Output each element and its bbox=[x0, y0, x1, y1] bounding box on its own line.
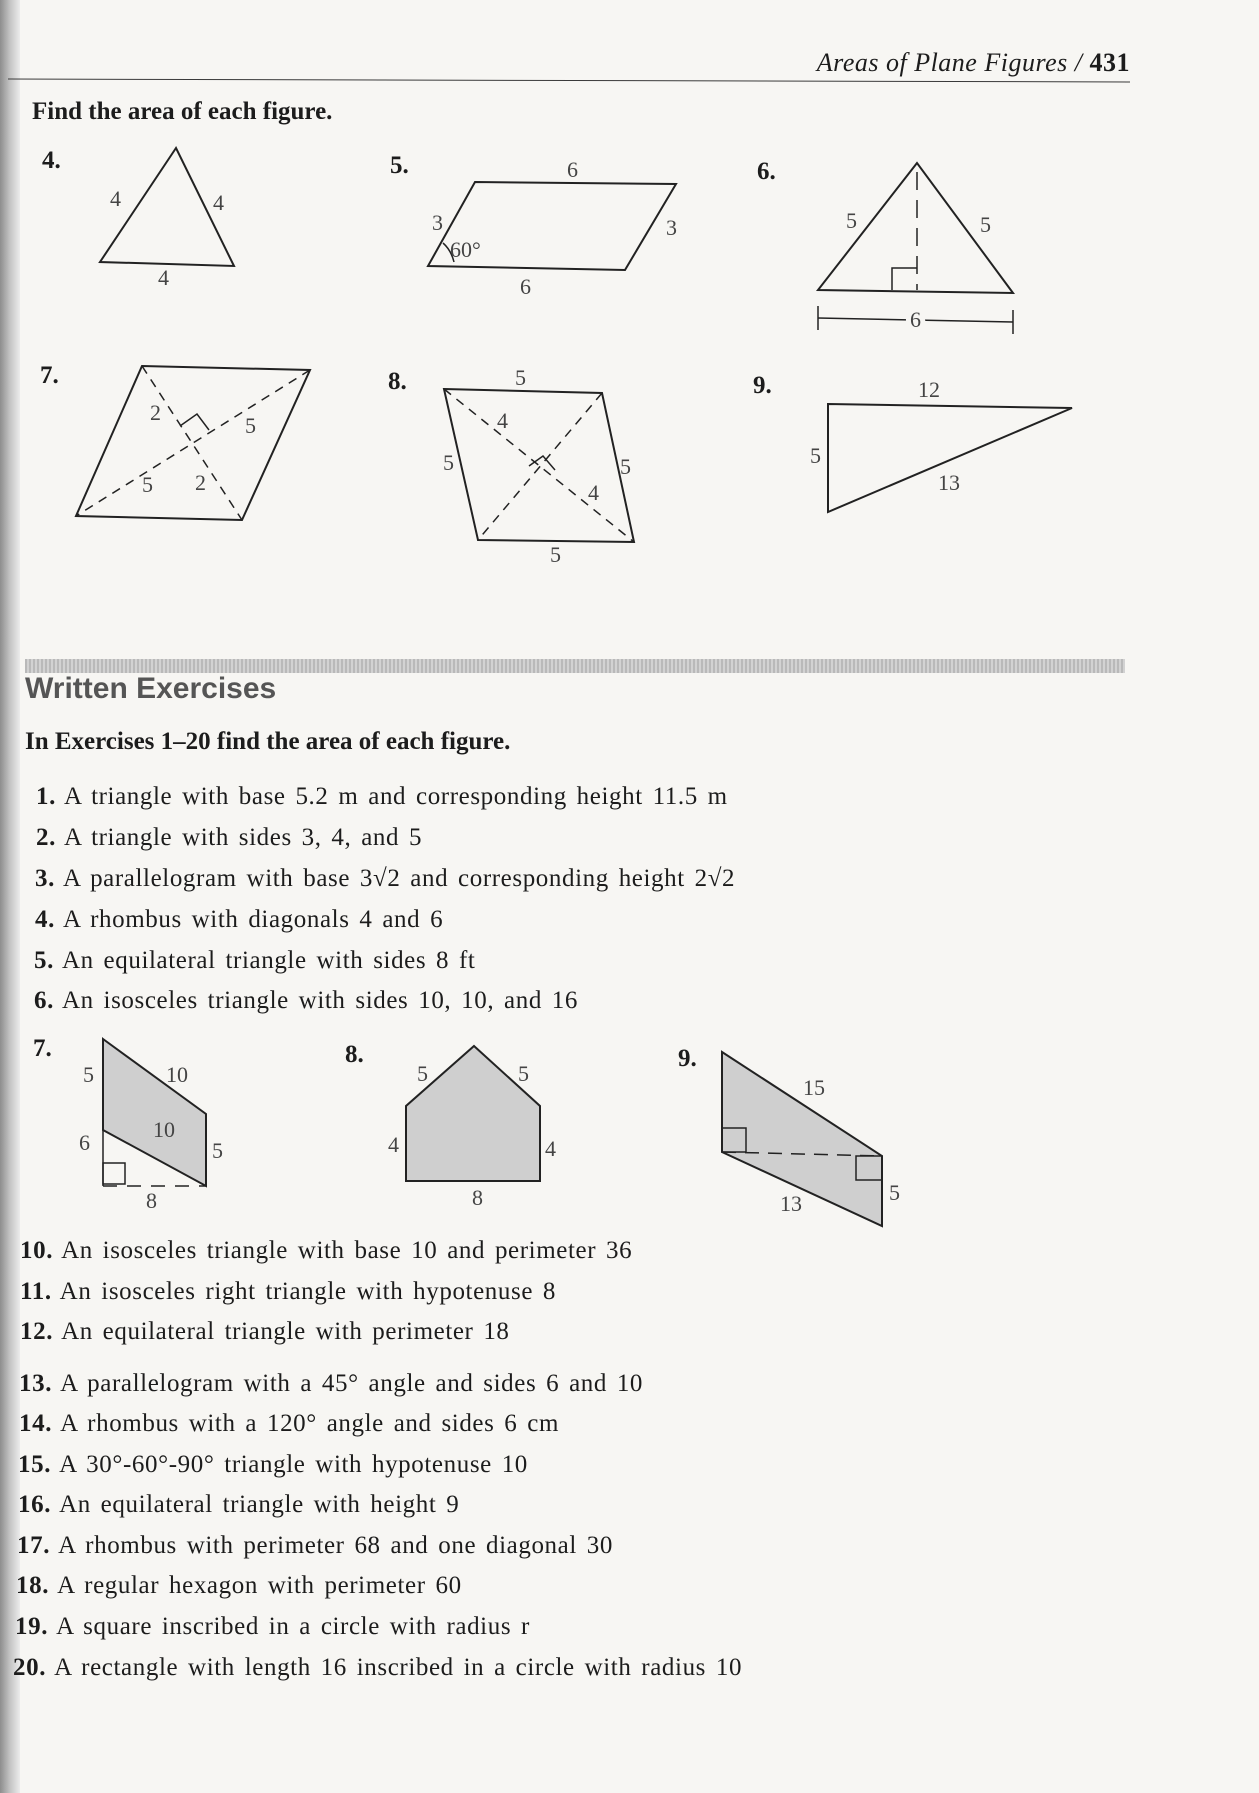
figure-label: 5 bbox=[212, 1138, 223, 1163]
figure-label: 2 bbox=[195, 470, 206, 495]
figure-label: 60° bbox=[450, 237, 481, 262]
class-figure-number: 9. bbox=[753, 372, 772, 399]
figure-label: 4 bbox=[388, 1132, 399, 1157]
section-title: Written Exercises bbox=[25, 672, 277, 705]
figure-label: 6 bbox=[79, 1130, 90, 1155]
figure-label: 5 bbox=[443, 450, 454, 475]
figure-label: 5 bbox=[846, 208, 857, 233]
figure-label: 6 bbox=[910, 307, 921, 332]
exercise-item: 18. A regular hexagon with perimeter 60 bbox=[16, 1572, 462, 1599]
figure-label: 10 bbox=[153, 1117, 175, 1142]
exercise-item: 6. An isosceles triangle with sides 10, 10, and 16 bbox=[34, 987, 578, 1014]
written-figure-number: 9. bbox=[678, 1045, 697, 1072]
figure-label: 4 bbox=[588, 480, 599, 505]
written-figure-number: 8. bbox=[345, 1041, 364, 1068]
figure-label: 5 bbox=[620, 454, 631, 479]
written-figure-7-right-angle-mark bbox=[103, 1163, 125, 1184]
written-figure-number: 7. bbox=[33, 1035, 52, 1062]
header-title: Areas of Plane Figures bbox=[816, 48, 1068, 77]
exercise-item: 4. A rhombus with diagonals 4 and 6 bbox=[35, 906, 444, 933]
exercise-item: 17. A rhombus with perimeter 68 and one diagonal 30 bbox=[17, 1532, 613, 1559]
figure-label: 6 bbox=[520, 274, 531, 299]
figure-8-right-angle-mark bbox=[529, 456, 555, 470]
figure-label: 5 bbox=[417, 1061, 428, 1086]
figure-7-diagonal bbox=[142, 366, 242, 520]
exercise-item: 14. A rhombus with a 120° angle and sides 6 cm bbox=[19, 1410, 560, 1437]
exercise-item: 10. An isosceles triangle with base 10 and perimeter 36 bbox=[20, 1237, 633, 1264]
exercise-item: 16. An equilateral triangle with height 9 bbox=[18, 1491, 460, 1518]
figure-label: 5 bbox=[980, 212, 991, 237]
class-exercises-instruction: Find the area of each figure. bbox=[32, 98, 333, 125]
figure-7-rhombus bbox=[76, 366, 310, 520]
figure-label: 12 bbox=[918, 377, 940, 402]
figure-7-right-angle-mark bbox=[180, 414, 209, 430]
exercise-item: 1. A triangle with base 5.2 m and corresponding height 11.5 m bbox=[36, 783, 728, 810]
figure-label: 5 bbox=[518, 1061, 529, 1086]
figure-label: 4 bbox=[497, 408, 508, 433]
class-figure-number: 4. bbox=[42, 147, 61, 174]
figure-label: 13 bbox=[780, 1191, 802, 1216]
figure-label: 4 bbox=[545, 1136, 556, 1161]
figure-label: 8 bbox=[146, 1188, 157, 1213]
exercise-item: 5. An equilateral triangle with sides 8 ft bbox=[34, 947, 476, 974]
figure-label: 4 bbox=[110, 186, 121, 211]
figure-label: 5 bbox=[83, 1062, 94, 1087]
page-number: 431 bbox=[1089, 48, 1130, 77]
figure-label: 6 bbox=[567, 157, 578, 182]
figure-label: 4 bbox=[158, 265, 169, 290]
section-band bbox=[25, 659, 1125, 673]
class-figure-number: 8. bbox=[388, 368, 407, 395]
figure-9-right-triangle bbox=[828, 404, 1072, 512]
figure-label: 5 bbox=[550, 542, 561, 567]
figure-7-diagonal bbox=[76, 370, 310, 516]
figure-label: 8 bbox=[472, 1185, 483, 1210]
exercise-item: 20. A rectangle with length 16 inscribed in a circle with radius 10 bbox=[13, 1654, 743, 1681]
figure-label: 5 bbox=[142, 472, 153, 497]
figure-label: 3 bbox=[432, 210, 443, 235]
exercise-item: 12. An equilateral triangle with perimeter 18 bbox=[20, 1318, 510, 1345]
exercise-item: 13. A parallelogram with a 45° angle and sides 6 and 10 bbox=[19, 1370, 644, 1397]
class-figure-number: 5. bbox=[390, 152, 409, 179]
figure-label: 10 bbox=[166, 1062, 188, 1087]
exercise-item: 19. A square inscribed in a circle with radius r bbox=[15, 1613, 530, 1640]
exercise-item: 3. A parallelogram with base 3√2 and corresponding height 2√2 bbox=[35, 865, 736, 892]
written-instruction: In Exercises 1–20 find the area of each figure. bbox=[25, 728, 511, 755]
written-figure-7-shape bbox=[103, 1039, 206, 1186]
figure-6-right-angle-mark bbox=[892, 268, 917, 290]
figure-label: 15 bbox=[803, 1075, 825, 1100]
class-figure-number: 7. bbox=[40, 362, 59, 389]
header-separator: / bbox=[1074, 48, 1083, 77]
figure-label: 4 bbox=[213, 190, 224, 215]
figure-label: 5 bbox=[515, 365, 526, 390]
figure-label: 5 bbox=[810, 443, 821, 468]
figure-label: 5 bbox=[245, 413, 256, 438]
figure-label: 13 bbox=[938, 470, 960, 495]
exercise-item: 15. A 30°-60°-90° triangle with hypotenuse 10 bbox=[18, 1451, 528, 1478]
figure-label: 2 bbox=[150, 400, 161, 425]
exercise-item: 11. An isosceles right triangle with hypotenuse 8 bbox=[20, 1278, 556, 1305]
figure-label: 3 bbox=[666, 215, 677, 240]
figure-label: 5 bbox=[889, 1180, 900, 1205]
class-figure-number: 6. bbox=[757, 158, 776, 185]
exercise-item: 2. A triangle with sides 3, 4, and 5 bbox=[36, 824, 423, 851]
